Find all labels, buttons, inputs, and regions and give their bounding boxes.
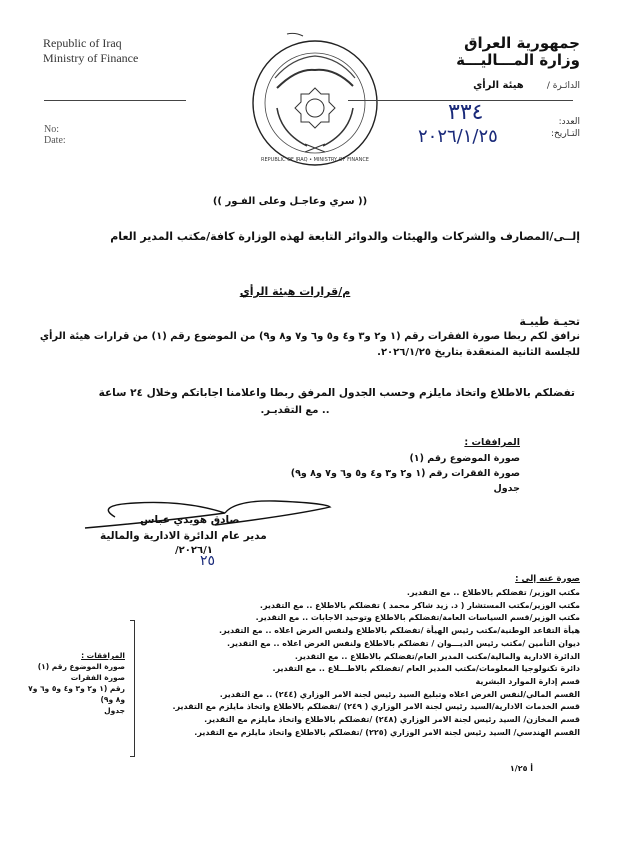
english-date-label: Date: <box>44 135 66 146</box>
signatory-title: مدير عام الدائرة الادارية والمالية <box>100 530 267 542</box>
classification-notice: (( سري وعاجـل وعلى الفـور )) <box>212 196 368 207</box>
number-label: العدد: <box>558 117 580 127</box>
copy-recipient: مكتب الوزير/ تفضلكم بالاطلاع .. مع التقدير. <box>406 588 580 597</box>
arabic-country: جمهورية العراق <box>464 34 580 52</box>
arabic-ministry: وزارة المـــاليـــة <box>456 51 580 69</box>
copy-recipient: ديوان التأمين /مكتب رئيس الديـــوان / تفضلكم بالاطلاع ولنفس الغرض اعلاه .. مع التقدير. <box>227 638 580 648</box>
arabic-letterhead <box>456 35 580 69</box>
copy-recipient: قسم الخدمات الادارية/السيد رئيس لجنة الامر الوزاري ( ٢٤٩) /تفضلكم بالاطلاع واتخاذ مايلزم مع التقدير. <box>172 702 580 712</box>
copy-recipient: القسم المالي/لنفس الغرض اعلاه وتبليغ السيد رئيس لجنة الامر الوزاري (٢٤٤) .. مع التقدير. <box>219 689 580 699</box>
copy-recipient: هيأة التقاعد الوطنية/مكتب رئيس الهيأة /تفضلكم بالاطلاع ولنفس الغرض اعلاه .. مع التقدير. <box>219 626 580 636</box>
signatory-name: صادق هويدي عباس <box>140 514 240 526</box>
svg-text:REPUBLIC OF IRAQ • MINISTRY OF: REPUBLIC OF IRAQ • MINISTRY OF FINANCE <box>261 157 369 163</box>
side-bracket <box>130 620 135 757</box>
english-country: Republic of Iraq <box>43 36 122 50</box>
left-header-rule <box>44 100 186 101</box>
copy-recipient: القسم الهندسي/ السيد رئيس لجنة الامر الوزاري (٢٢٥) /تفضلكم بالاطلاع واتخاذ مايلزم مع التقدير. <box>194 727 580 737</box>
side-attachments <box>28 650 125 716</box>
copy-recipient: دائرة تكنولوجيا المعلومات/مكتب المدير العام /تفضلكم بالاطـــلاع .. مع التقدير. <box>272 664 580 674</box>
department-value: هيئة الرأي <box>473 80 524 91</box>
side-attachment-item: جدول <box>104 706 125 715</box>
side-attachment-item: صورة الفقرات <box>70 673 125 682</box>
copies-list <box>173 587 580 739</box>
side-attachment-item: صورة الموضوع رقم (١) <box>37 662 125 671</box>
side-attachments-title: المرافقات : <box>81 651 125 660</box>
ministry-seal-icon <box>247 28 383 168</box>
subject-line: م/قرارات هيئة الرأي <box>239 285 351 298</box>
attachments-list <box>291 451 520 496</box>
copy-recipient: مكتب الوزير/قسم السياسات العامة/تفضلكم بالاطلاع وتوحيد الاجابات .. مع التقدير. <box>255 613 580 623</box>
request-line-1: تفضلكم بالاطلاع واتخاذ مايلزم وحسب الجدول المرفق ربطا واعلامنا اجاباتكم وخلال ٢٤ ساعة <box>98 387 575 399</box>
date-label: التـاريخ: <box>550 129 580 139</box>
request-line-2: .. مع التقديـر. <box>260 405 330 416</box>
attachment-item: صورة الموضوع رقم (١) <box>409 453 520 464</box>
signature-date-printed: ٢٠٢٦/١/ <box>175 545 213 556</box>
department-field <box>473 73 580 92</box>
paragraph-line-1: نرافق لكم ربطا صورة الفقرات رقم (١ و٢ و٣ و٤ و٥ و٦ و٧ و٨ و٩) من الموضوع رقم (١) من قرارات هيئة الرأي <box>39 331 580 342</box>
side-attachment-item: رقم (١ و٢ و٣ و٤ و٥ و٦ و٧ <box>28 684 125 693</box>
signature-date-handwritten: ٢٥ <box>200 553 216 569</box>
paragraph-line-2: للجلسة الثانية المنعقدة بتاريخ ٢٠٢٦/١/٢٥. <box>377 347 580 358</box>
english-ministry: Ministry of Finance <box>43 51 139 65</box>
attachments-title: المرافقات : <box>464 437 520 448</box>
department-label: الدائـرة / <box>546 81 580 91</box>
copies-title: صورة عنه إلى : <box>515 574 580 584</box>
attachment-item: جدول <box>493 483 520 494</box>
copy-recipient: الدائرة الادارية والمالية/مكتب المدير العام/تفضلكم بالاطلاع .. مع التقدير. <box>294 651 580 661</box>
side-attachment-item: و٨ و٩) <box>100 695 125 704</box>
addressee-line: إلــى/المصارف والشركات والهيئات والدوائر التابعة لهذه الوزارة كافة/مكتب المدير العام <box>110 230 580 243</box>
copy-recipient: مكتب الوزير/مكتب المستشار ( د. زيد شاكر محمد ) تفضلكم بالاطلاع .. مع التقدير. <box>259 600 580 610</box>
greeting: تحيـة طيبـة <box>519 315 580 328</box>
copy-recipient: قسم المخازن/ السيد رئيس لجنة الامر الوزاري (٢٤٨) /تفضلكم بالاطلاع واتخاذ مايلزم مع التقدير. <box>204 715 580 725</box>
english-no-label: No: <box>44 124 59 135</box>
english-letterhead <box>43 36 138 66</box>
english-ref-fields <box>44 124 66 146</box>
copy-recipient: قسم إدارة الموارد البشرية <box>475 676 580 686</box>
handwritten-date: ٢٠٢٦/١/٢٥ <box>418 126 498 147</box>
attachment-item: صورة الفقرات رقم (١ و٢ و٣ و٤ و٥ و٦ و٧ و٨ و٩) <box>290 468 520 479</box>
footer-reference: أ ١/٢٥ <box>509 764 533 773</box>
handwritten-number: ٣٣٤ <box>448 100 484 125</box>
